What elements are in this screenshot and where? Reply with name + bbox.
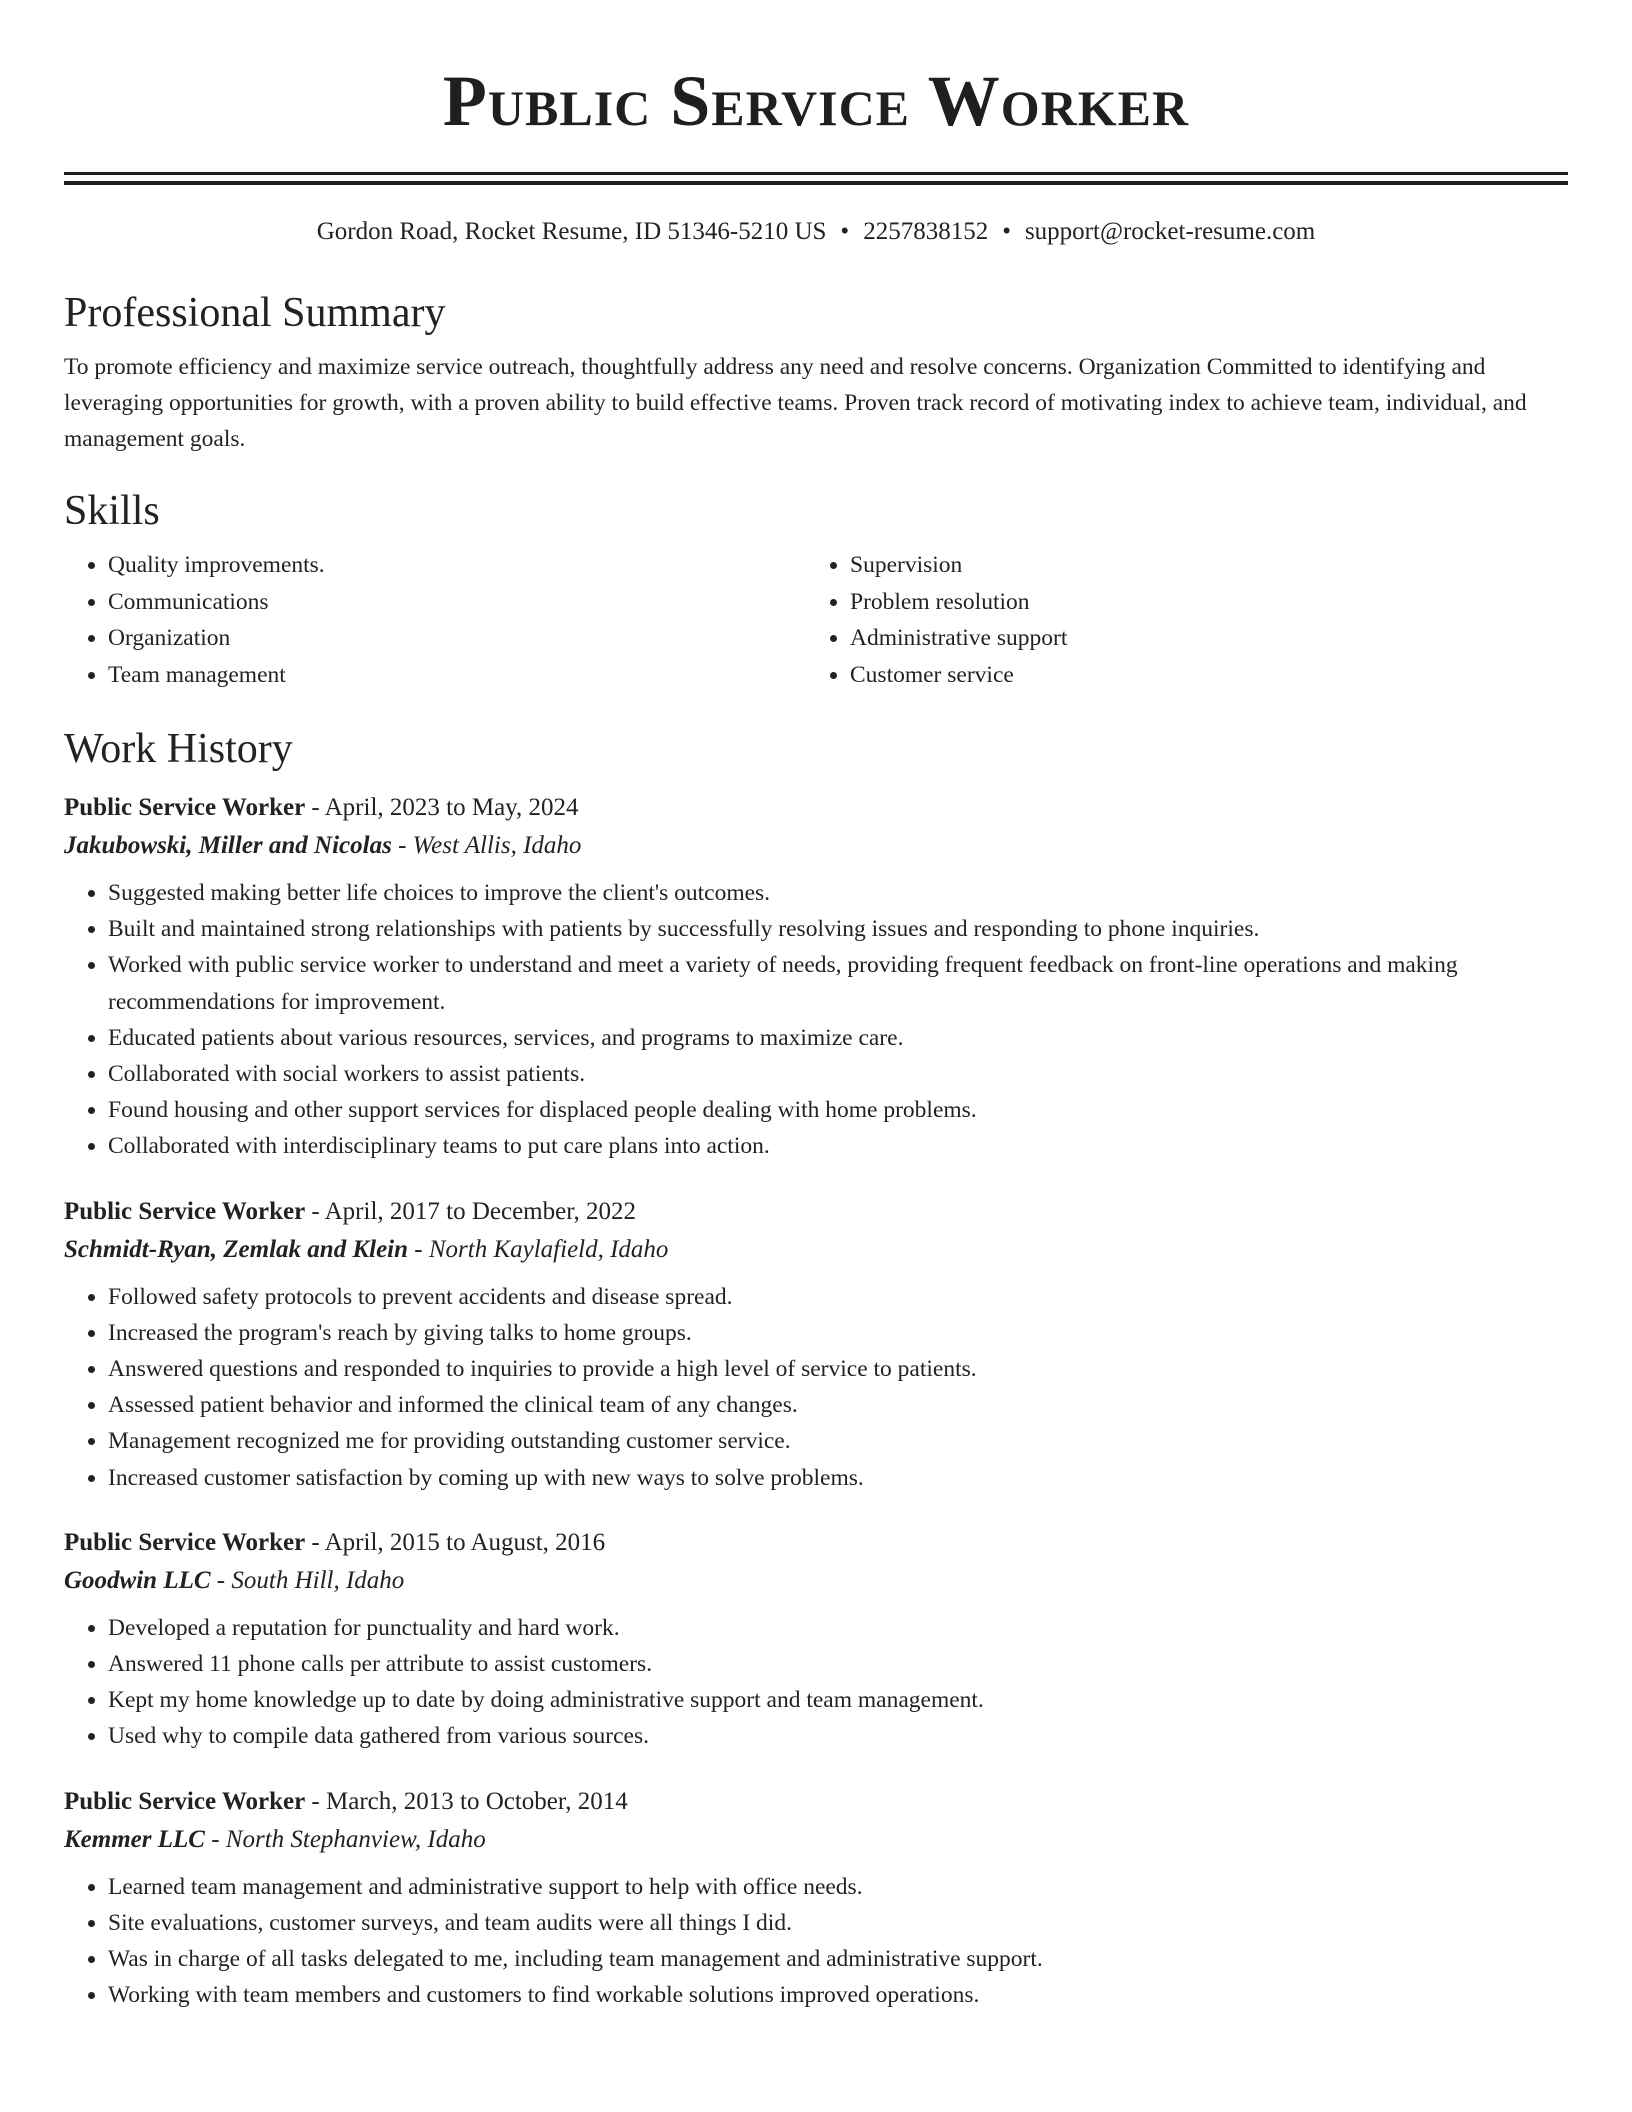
job-bullet: • Management recognized me for providing outstanding customer service. bbox=[108, 1423, 1568, 1459]
job-bullet: • Increased the program's reach by giving talks to home groups. bbox=[108, 1315, 1568, 1351]
job-location: - North Kaylafield, Idaho bbox=[408, 1235, 669, 1263]
skill-item: • Team management bbox=[108, 657, 806, 694]
job-bullet: • Site evaluations, customer surveys, and team audits were all things I did. bbox=[108, 1905, 1568, 1941]
job-company: Kemmer LLC bbox=[64, 1825, 205, 1853]
job-location: - South Hill, Idaho bbox=[210, 1566, 405, 1594]
resume-title: Public Service Worker bbox=[442, 61, 1190, 141]
job-role: Public Service Worker bbox=[64, 794, 306, 821]
job-company: Goodwin LLC bbox=[64, 1566, 211, 1594]
job-bullet: • Used why to compile data gathered from various sources. bbox=[108, 1718, 1568, 1754]
job-bullet: • Found housing and other support services for displaced people dealing with home problems. bbox=[108, 1092, 1568, 1128]
contact-address: Gordon Road, Rocket Resume, ID 51346-5210 US bbox=[316, 218, 827, 245]
contact-separator: • bbox=[1002, 218, 1011, 245]
job-bullet: • Answered 11 phone calls per attribute to assist customers. bbox=[108, 1646, 1568, 1682]
skills-column-right bbox=[806, 547, 1548, 693]
skill-item: • Quality improvements. bbox=[108, 547, 806, 584]
job-dates: - April, 2015 to August, 2016 bbox=[305, 1528, 606, 1556]
skill-item: • Administrative support bbox=[850, 620, 1548, 657]
job-bullet: • Learned team management and administrative support to help with office needs. bbox=[108, 1869, 1568, 1905]
skill-item: • Communications bbox=[108, 584, 806, 621]
job-bullet: • Educated patients about various resources, services, and programs to maximize care. bbox=[108, 1020, 1568, 1056]
job-entry bbox=[64, 1193, 1568, 1496]
contact-line bbox=[64, 215, 1568, 249]
job-role: Public Service Worker bbox=[64, 1197, 306, 1225]
job-bullet: • Kept my home knowledge up to date by doing administrative support and team management. bbox=[108, 1682, 1568, 1718]
contact-separator: • bbox=[840, 218, 850, 245]
job-bullet: • Was in charge of all tasks delegated to me, including team management and administrative support. bbox=[108, 1941, 1568, 1977]
skill-item: • Problem resolution bbox=[850, 584, 1548, 621]
job-entry bbox=[64, 1783, 1568, 2014]
job-company-line bbox=[64, 1562, 1568, 1600]
job-bullet: • Followed safety protocols to prevent accidents and disease spread. bbox=[108, 1279, 1568, 1315]
job-location: - North Stephanview, Idaho bbox=[204, 1825, 486, 1853]
job-bullet: • Answered questions and responded to inquiries to provide a high level of service to patients. bbox=[108, 1351, 1568, 1387]
job-bullets bbox=[64, 875, 1568, 1165]
skills-list bbox=[64, 547, 1568, 693]
job-title-line bbox=[64, 1783, 1568, 1821]
skill-item: • Customer service bbox=[850, 657, 1548, 694]
job-location: - West Allis, Idaho bbox=[391, 832, 582, 859]
job-dates: - April, 2017 to December, 2022 bbox=[305, 1197, 637, 1225]
skill-item: • Organization bbox=[108, 620, 806, 657]
skills-column-left bbox=[64, 547, 806, 693]
job-bullet: • Suggested making better life choices to improve the client's outcomes. bbox=[108, 875, 1568, 911]
job-bullets bbox=[64, 1869, 1568, 2014]
job-title-line bbox=[64, 1193, 1568, 1231]
job-role: Public Service Worker bbox=[64, 1528, 306, 1556]
job-entry bbox=[64, 789, 1568, 1165]
job-company-line bbox=[64, 827, 1568, 865]
skills-heading: Skills bbox=[64, 488, 160, 534]
title-divider bbox=[64, 172, 1568, 185]
job-bullets bbox=[64, 1610, 1568, 1755]
job-company: Schmidt-Ryan, Zemlak and Klein bbox=[64, 1235, 409, 1263]
contact-email: support@rocket-resume.com bbox=[1024, 218, 1316, 245]
job-title-line bbox=[64, 1524, 1568, 1562]
job-bullet: • Collaborated with social workers to assist patients. bbox=[108, 1056, 1568, 1092]
job-entry bbox=[64, 1524, 1568, 1755]
contact-phone: 2257838152 bbox=[863, 218, 989, 245]
skill-item: • Supervision bbox=[850, 547, 1548, 584]
job-bullet: • Built and maintained strong relationships with patients by successfully resolving issues and responding to phone inquiries. bbox=[108, 911, 1568, 947]
job-dates: - April, 2023 to May, 2024 bbox=[305, 794, 579, 821]
summary-text: To promote efficiency and maximize service outreach, thoughtfully address any need and resolve concerns. Organization Committed to identifying and leveraging opportunities for growth, with a proven ability to build effective teams. Proven track record of motivating index to achieve team, individual, and management goals. bbox=[64, 354, 1527, 452]
job-bullet: • Developed a reputation for punctuality and hard work. bbox=[108, 1610, 1568, 1646]
job-bullet: • Collaborated with interdisciplinary teams to put care plans into action. bbox=[108, 1128, 1568, 1164]
job-bullets bbox=[64, 1279, 1568, 1496]
job-dates: - March, 2013 to October, 2014 bbox=[305, 1787, 628, 1815]
job-role: Public Service Worker bbox=[64, 1787, 306, 1815]
job-company-line bbox=[64, 1821, 1568, 1859]
job-bullet: • Increased customer satisfaction by coming up with new ways to solve problems. bbox=[108, 1460, 1568, 1496]
job-bullet: • Worked with public service worker to understand and meet a variety of needs, providing frequent feedback on front-line operations and making recommendations for improvement. bbox=[108, 947, 1568, 1019]
job-bullet: • Assessed patient behavior and informed the clinical team of any changes. bbox=[108, 1387, 1568, 1423]
work-history-heading: Work History bbox=[64, 726, 293, 772]
summary-heading: Professional Summary bbox=[64, 290, 446, 336]
job-title-line bbox=[64, 789, 1568, 827]
job-company: Jakubowski, Miller and Nicolas bbox=[64, 832, 392, 859]
job-company-line bbox=[64, 1231, 1568, 1269]
job-bullet: • Working with team members and customers to find workable solutions improved operations. bbox=[108, 1977, 1568, 2013]
